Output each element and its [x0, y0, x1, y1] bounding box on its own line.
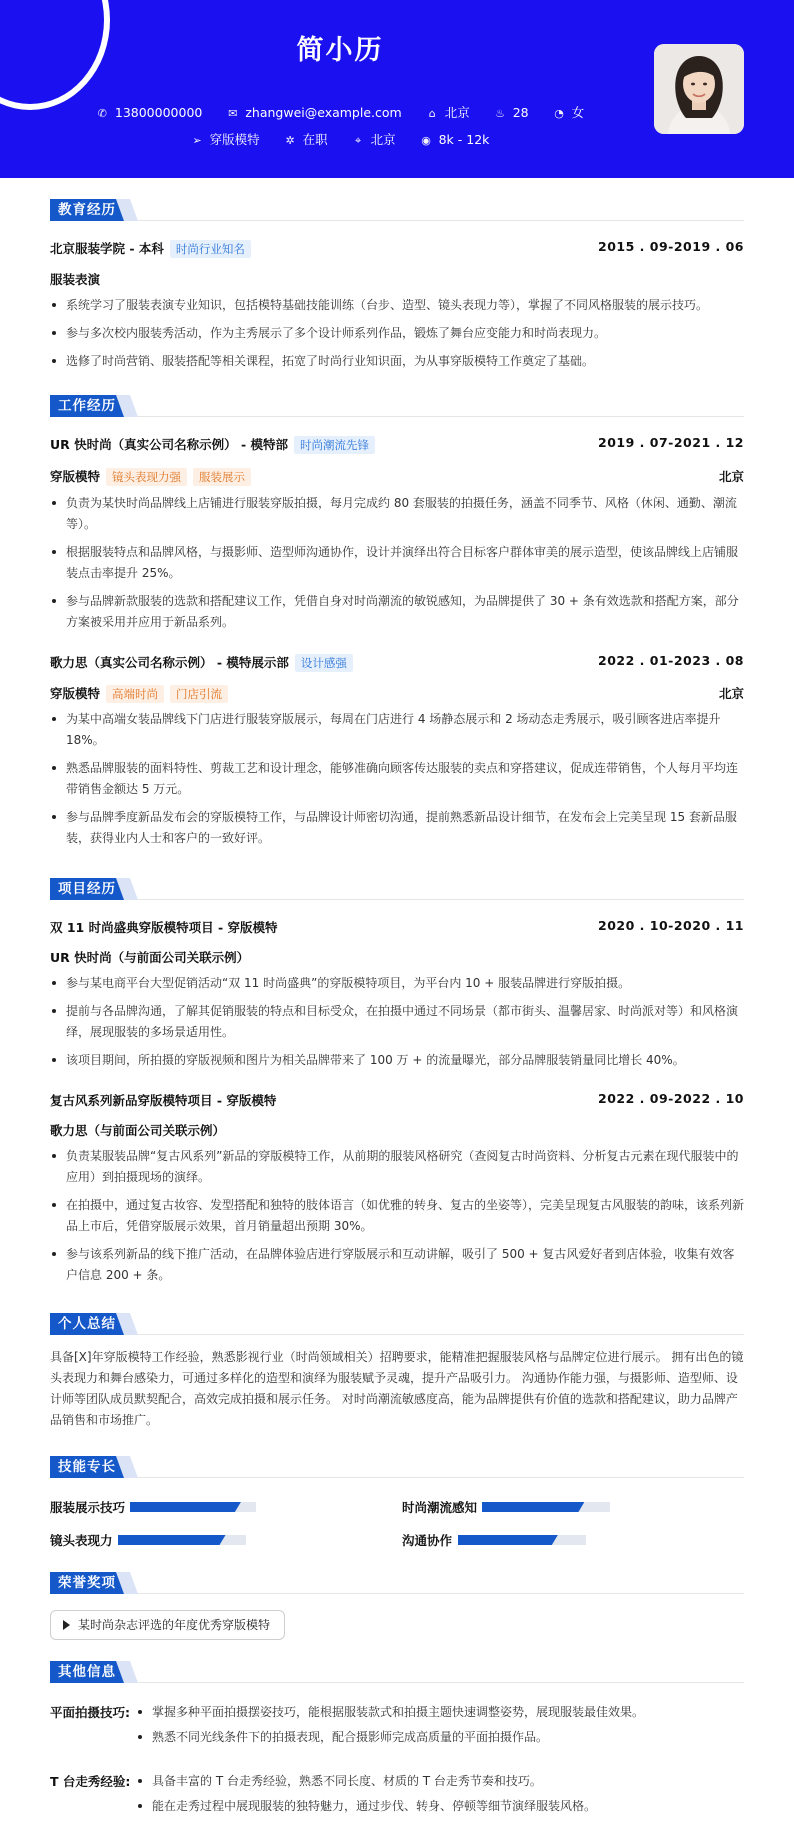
job-city: 北京	[718, 686, 744, 701]
role-tag: 服装展示	[193, 468, 251, 486]
list-item: 参与该系列新品的线下推广活动，在品牌体验店进行穿版展示和互动讲解，吸引了 500 + 复古风爱好者到店体验，收集有效客户信息 200 + 条。	[50, 1244, 744, 1286]
school-tag: 时尚行业知名	[170, 240, 251, 258]
project-name: 复古风系列新品穿版模特项目 - 穿版模特	[50, 1093, 277, 1108]
list-item: 选修了时尚营销、服装搭配等相关课程，拓宽了时尚行业知识面，为从事穿版模特工作奠定了基础。	[50, 351, 744, 372]
other-group-label: T 台走秀经验:	[50, 1774, 131, 1789]
company-name: UR 快时尚（真实公司名称示例） - 模特部	[50, 437, 289, 452]
skill-item	[50, 1498, 260, 1516]
job-role-row	[50, 467, 744, 486]
list-item: 参与某电商平台大型促销活动“双 11 时尚盛典”的穿版模特项目，为平台内 10 + 服装品牌进行穿版拍摄。	[50, 973, 744, 994]
project-entry-head	[50, 918, 744, 936]
send-icon: ➢	[192, 134, 202, 147]
list-item: 掌握多种平面拍摄摆姿技巧，能根据服装款式和拍摄主题快速调整姿势，展现服装最佳效果。	[136, 1702, 744, 1723]
list-item: 根据服装特点和品牌风格，与摄影师、造型师沟通协作，设计并演绎出符合目标客户群体审美的展示造型，使该品牌线上店铺服装点击率提升 25%。	[50, 542, 744, 584]
skill-item	[50, 1531, 260, 1549]
job-role-row	[50, 684, 744, 703]
list-item: 参与多次校内服装秀活动，作为主秀展示了多个设计师系列作品，锻炼了舞台应变能力和时尚表现力。	[50, 323, 744, 344]
education-title: 教育经历	[50, 199, 124, 221]
education-bullets	[50, 295, 744, 379]
role-tag: 门店引流	[170, 685, 228, 703]
gender-icon: ◔	[554, 107, 564, 120]
resume-header	[0, 0, 794, 178]
education-date: 2015 . 09-2019 . 06	[598, 239, 744, 254]
company-name: 歌力思（真实公司名称示例） - 模特展示部	[50, 655, 289, 670]
education-entry-head	[50, 239, 744, 258]
phone-icon: ✆	[97, 107, 107, 120]
company-tag: 设计感强	[295, 654, 353, 672]
list-item: 为某中高端女装品牌线下门店进行服装穿版展示，每周在门店进行 4 场静态展示和 2 场动态走秀展示，吸引顾客进店率提升 18%。	[50, 709, 744, 751]
job-city: 北京	[718, 469, 744, 484]
salary-item: ◉ 8k - 12k	[421, 132, 490, 147]
skill-bar	[130, 1502, 256, 1512]
other-section	[50, 1661, 744, 1821]
summary-title: 个人总结	[50, 1313, 124, 1335]
skill-item	[402, 1498, 632, 1516]
work-section	[50, 395, 744, 855]
job-intent-row	[0, 130, 680, 148]
projects-title: 项目经历	[50, 878, 124, 900]
status-icon: ✲	[285, 134, 295, 147]
job-role: 穿版模特	[50, 469, 101, 484]
education-section	[50, 199, 744, 369]
job-date: 2022 . 01-2023 . 08	[598, 653, 744, 668]
section-title	[50, 1572, 744, 1594]
list-item: 提前与各品牌沟通，了解其促销服装的特点和目标受众，在拍摄中通过不同场景（都市街头、温馨居家、时尚派对等）和风格演绎，展现服装的多场景适用性。	[50, 1001, 744, 1043]
skill-bar-fill	[118, 1535, 226, 1545]
skill-name: 时尚潮流感知	[402, 1500, 478, 1515]
honor-item: 某时尚杂志评选的年度优秀穿版模特	[50, 1610, 285, 1640]
city-item: ⌂ 北京	[426, 103, 470, 121]
skill-item	[402, 1531, 632, 1549]
gender-item: ◔ 女	[554, 105, 585, 120]
contact-row	[0, 103, 680, 121]
skill-name: 服装展示技巧	[50, 1500, 126, 1515]
job-date: 2019 . 07-2021 . 12	[598, 435, 744, 450]
age-icon: ♨	[495, 107, 506, 120]
job-entry-head	[50, 435, 744, 454]
email-item: ✉ zhangwei@example.com	[228, 105, 402, 120]
skills-section	[50, 1456, 744, 1556]
location-item: ⌖ 北京	[352, 130, 396, 148]
honors-title: 荣誉奖项	[50, 1572, 124, 1594]
skill-bar-fill	[130, 1502, 241, 1512]
list-item: 系统学习了服装表演专业知识，包括模特基础技能训练（台步、造型、镜头表现力等），掌握了不同风格服装的展示技巧。	[50, 295, 744, 316]
role-tag: 高端时尚	[106, 685, 164, 703]
projects-section	[50, 878, 744, 1298]
list-item: 该项目期间，所拍摄的穿版视频和图片为相关品牌带来了 100 万 + 的流量曝光，部分品牌服装销量同比增长 40%。	[50, 1050, 744, 1071]
list-item: 熟悉品牌服装的面料特性、剪裁工艺和设计理念，能够准确向顾客传达服装的卖点和穿搭建议，促成连带销售，个人每月平均连带销售金额达 5 万元。	[50, 758, 744, 800]
location-icon: ⌖	[354, 134, 362, 147]
list-item: 负责某服装品牌“复古风系列”新品的穿版模特工作，从前期的服装风格研究（查阅复古时尚资料、分析复古元素在现代服装中的应用）到拍摄现场的演绎。	[50, 1146, 744, 1188]
section-title	[50, 1456, 744, 1478]
other-title: 其他信息	[50, 1661, 124, 1683]
work-title: 工作经历	[50, 395, 124, 417]
skill-bar	[458, 1535, 586, 1545]
job-bullets	[50, 493, 744, 640]
skill-name: 沟通协作	[402, 1533, 453, 1548]
role-tag: 镜头表现力强	[106, 468, 187, 486]
skill-bar-fill	[458, 1535, 558, 1545]
list-item: 具备丰富的 T 台走秀经验，熟悉不同长度、材质的 T 台走秀节奏和技巧。	[136, 1771, 744, 1792]
position-item: ➢ 穿版模特	[192, 132, 260, 147]
status-item: ✲ 在职	[285, 132, 328, 147]
school-name: 北京服装学院 - 本科	[50, 241, 164, 256]
honors-section	[50, 1572, 744, 1652]
skill-bar-fill	[482, 1502, 584, 1512]
summary-text: 具备[X]年穿版模特工作经验，熟悉影视行业（时尚领域相关）招聘要求，能精准把握服装风格与品牌定位进行展示。 拥有出色的镜头表现力和舞台感染力，可通过多样化的造型和演绎为服装赋予灵魂，提升产品吸引力。 沟通协作能力强，与摄影师、造型师、设计师等团队成员默契配合，高效完成拍摄和展示任务。 对时尚潮流敏感度高，能为品牌提供有价值的选款和搭配建议，助力品牌产品销售和市场推广。	[50, 1350, 744, 1427]
skill-bar	[118, 1535, 246, 1545]
project-bullets	[50, 973, 744, 1078]
avatar	[654, 44, 744, 134]
project-org: 歌力思（与前面公司关联示例）	[50, 1123, 226, 1138]
summary-section	[50, 1313, 744, 1443]
salary-icon: ◉	[421, 134, 431, 147]
project-date: 2022 . 09-2022 . 10	[598, 1091, 744, 1106]
project-org: UR 快时尚（与前面公司关联示例）	[50, 950, 250, 965]
project-bullets	[50, 1146, 744, 1293]
section-title	[50, 395, 744, 417]
skill-name: 镜头表现力	[50, 1533, 113, 1548]
age-item: ♨ 28	[495, 105, 529, 120]
home-icon: ⌂	[428, 107, 436, 120]
play-icon	[63, 1620, 70, 1630]
section-title	[50, 199, 744, 221]
phone-item: ✆ 13800000000	[97, 105, 203, 120]
list-item: 能在走秀过程中展现服装的独特魅力，通过步伐、转身、停顿等细节演绎服装风格。	[136, 1796, 744, 1817]
section-title	[50, 1313, 744, 1335]
job-bullets	[50, 709, 744, 856]
other-group-label: 平面拍摄技巧:	[50, 1705, 130, 1720]
job-role: 穿版模特	[50, 686, 101, 701]
avatar-portrait-icon	[654, 44, 744, 134]
major: 服装表演	[50, 272, 101, 287]
list-item: 负责为某快时尚品牌线上店铺进行服装穿版拍摄，每月完成约 80 套服装的拍摄任务，涵盖不同季节、风格（休闲、通勤、潮流等）。	[50, 493, 744, 535]
other-group-list	[136, 1771, 744, 1821]
job-entry-head	[50, 653, 744, 672]
section-title	[50, 878, 744, 900]
list-item: 参与品牌新款服装的选款和搭配建议工作，凭借自身对时尚潮流的敏锐感知，为品牌提供了 30 + 条有效选款和搭配方案，部分方案被采用并应用于新品系列。	[50, 591, 744, 633]
company-tag: 时尚潮流先锋	[294, 436, 375, 454]
candidate-name: 简小历	[296, 35, 384, 66]
other-group-list	[136, 1702, 744, 1752]
project-name: 双 11 时尚盛典穿版模特项目 - 穿版模特	[50, 920, 278, 935]
section-title	[50, 1661, 744, 1683]
list-item: 熟悉不同光线条件下的拍摄表现，配合摄影师完成高质量的平面拍摄作品。	[136, 1727, 744, 1748]
list-item: 在拍摄中，通过复古妆容、发型搭配和独特的肢体语言（如优雅的转身、复古的坐姿等），完美呈现复古风服装的韵味，该系列新品上市后，凭借穿版展示效果，首月销量超出预期 30%。	[50, 1195, 744, 1237]
project-entry-head	[50, 1091, 744, 1109]
project-date: 2020 . 10-2020 . 11	[598, 918, 744, 933]
mail-icon: ✉	[228, 107, 238, 120]
skills-title: 技能专长	[50, 1456, 124, 1478]
skill-bar	[482, 1502, 610, 1512]
list-item: 参与品牌季度新品发布会的穿版模特工作，与品牌设计师密切沟通，提前熟悉新品设计细节，在发布会上完美呈现 15 套新品服装，获得业内人士和客户的一致好评。	[50, 807, 744, 849]
